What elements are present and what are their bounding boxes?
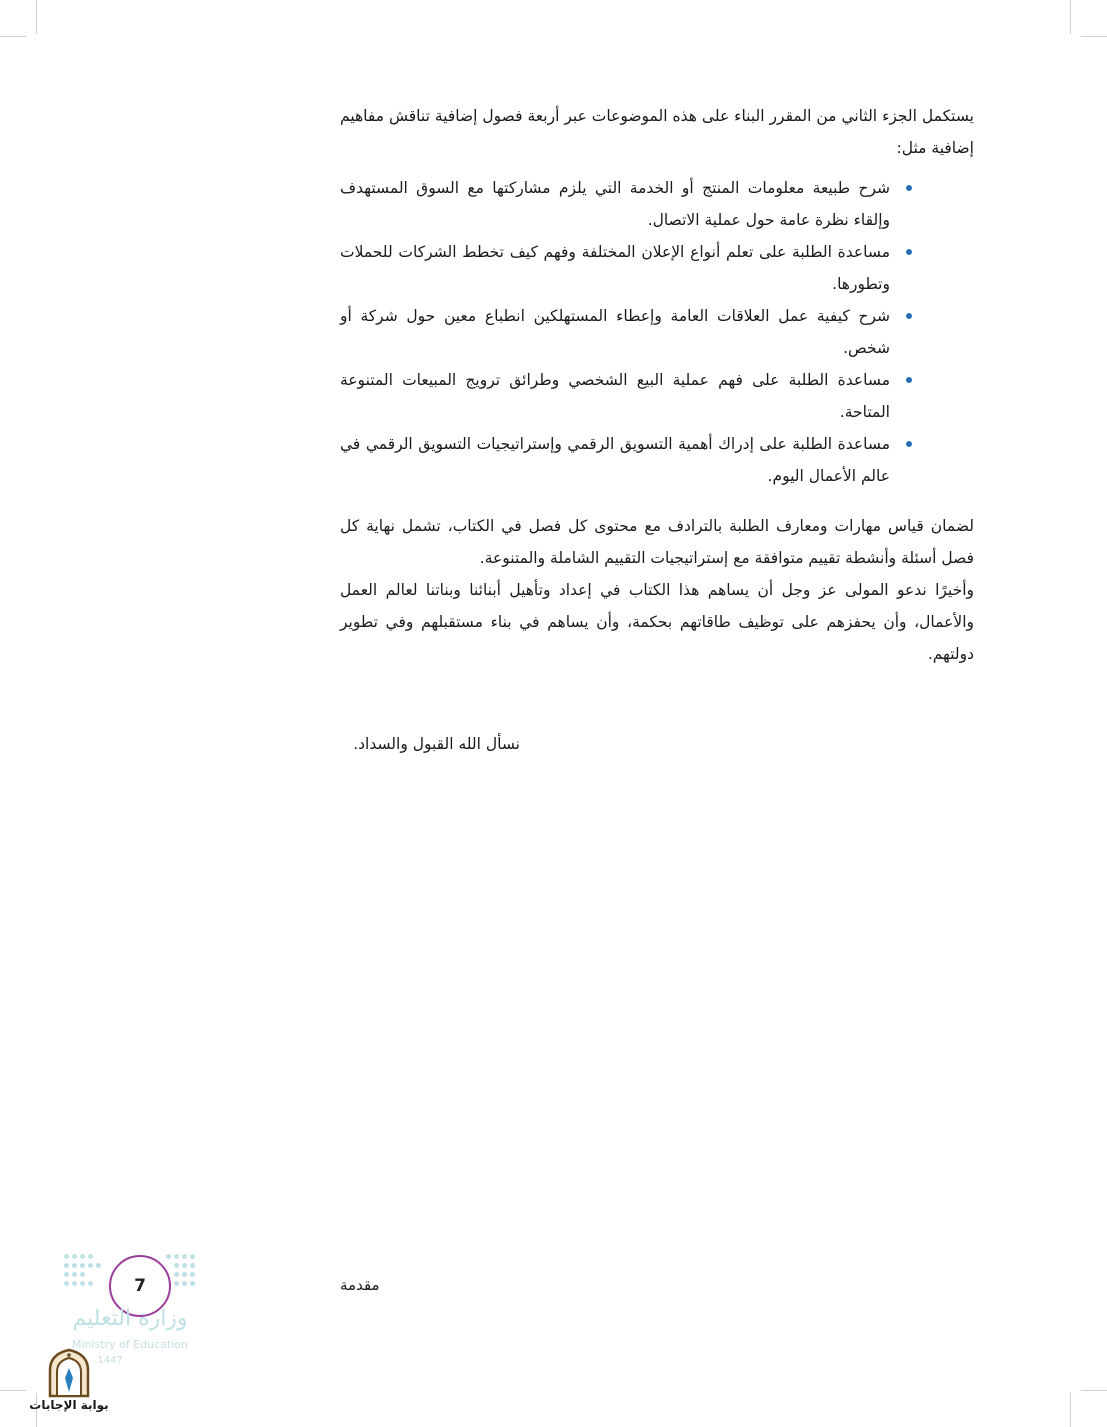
ministry-name-arabic: وزارة التعليم [72,1306,188,1331]
crop-mark [0,36,26,37]
page-body [340,100,974,670]
crop-mark [1070,1393,1071,1427]
mosque-arch-icon [46,1348,92,1398]
bullet-icon [906,185,912,191]
bullet-icon [906,313,912,319]
section-label: مقدمة [340,1276,380,1294]
list-item: مساعدة الطلبة على إدراك أهمية التسويق الرقمي وإستراتيجيات التسويق الرقمي في عالم الأعمال اليوم. [340,428,974,492]
watermark-label: بوابة الإجابات [29,1398,109,1412]
crop-mark [1081,1390,1107,1391]
topics-list [340,172,974,492]
crop-mark [36,0,37,34]
crop-mark [0,1390,26,1391]
page-number: 7 [109,1255,171,1317]
ministry-name-english: Ministry of Education [71,1338,188,1351]
assessment-paragraph: لضمان قياس مهارات ومعارف الطلبة بالترادف مع محتوى كل فصل في الكتاب، تشمل نهاية كل فصل أسئلة وأنشطة تقييم متوافقة مع إستراتيجيات التقييم الشاملة والمتنوعة. [340,517,974,567]
list-item: مساعدة الطلبة على فهم عملية البيع الشخصي وطرائق ترويج المبيعات المتنوعة المتاحة. [340,364,974,428]
ministry-year: 1447 [97,1355,123,1366]
final-paragraph: وأخيرًا ندعو المولى عز وجل أن يساهم هذا الكتاب في إعداد وتأهيل أبنائنا وبناتنا لعالم العمل والأعمال، وأن يحفزهم على توظيف طاقاتهم بحكمة، وأن يساهم في بناء مستقبلهم وفي تطوير دولتهم. [340,581,974,663]
bullet-icon [906,377,912,383]
intro-paragraph: يستكمل الجزء الثاني من المقرر البناء على هذه الموضوعات عبر أربعة فصول إضافية تناقش مفاهيم إضافية مثل: [340,107,974,157]
list-item: شرح طبيعة معلومات المنتج أو الخدمة التي يلزم مشاركتها مع السوق المستهدف وإلقاء نظرة عامة حول عملية الاتصال. [340,172,974,236]
list-item: شرح كيفية عمل العلاقات العامة وإعطاء المستهلكين انطباع معين حول شركة أو شخص. [340,300,974,364]
bullet-icon [906,441,912,447]
crop-mark [1070,0,1071,34]
crop-mark [1081,36,1107,37]
bullet-icon [906,249,912,255]
list-item: مساعدة الطلبة على تعلم أنواع الإعلان المختلفة وفهم كيف تخطط الشركات للحملات وتطورها. [340,236,974,300]
closing-line: نسأل الله القبول والسداد. [353,735,520,753]
